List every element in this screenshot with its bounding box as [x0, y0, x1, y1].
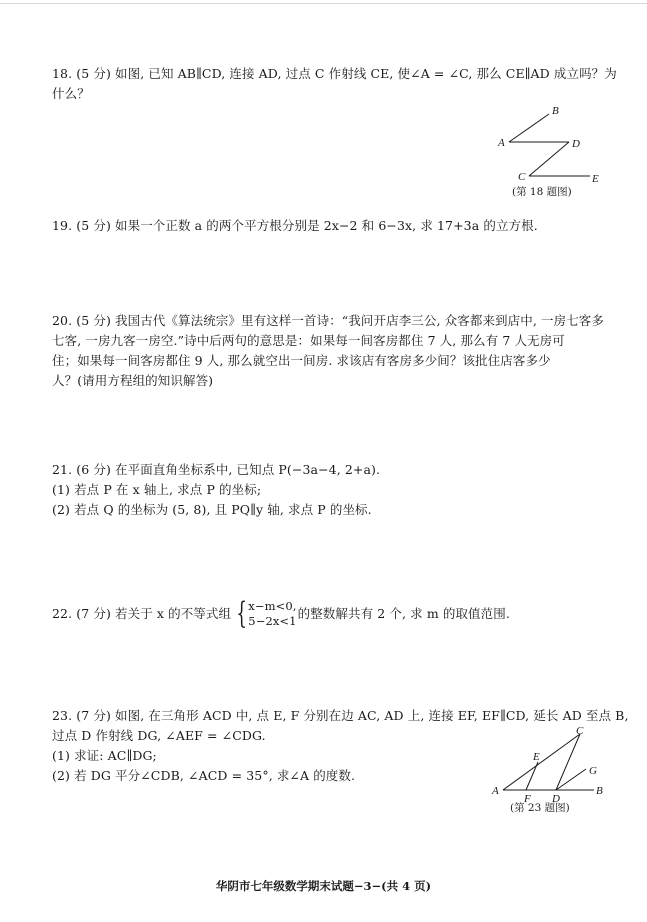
question-23-line-4: (2) 若 DG 平分∠CDB, ∠ACD = 35°, 求∠A 的度数.: [52, 768, 356, 783]
question-21-line-3: (2) 若点 Q 的坐标为 (5, 8), 且 PQ∥y 轴, 求点 P 的坐标.: [52, 502, 372, 517]
label-d: D: [572, 138, 580, 150]
question-18-line-2: 什么？: [52, 86, 90, 101]
figure-23: [488, 724, 618, 804]
label-a: A: [492, 785, 499, 797]
label-e: E: [533, 751, 540, 763]
brace-symbol: {: [236, 596, 247, 631]
label-b: B: [596, 785, 603, 797]
question-23-line-3: (1) 求证: AC∥DG;: [52, 748, 157, 763]
label-c: C: [518, 171, 526, 183]
question-23-line-2: 过点 D 作射线 DG, ∠AEF = ∠CDG.: [52, 728, 266, 743]
inequality-2: 5−2x<1: [248, 614, 297, 628]
segment-cd: [529, 142, 569, 176]
label-c: C: [576, 725, 584, 737]
label-b: B: [552, 105, 559, 117]
question-19: [52, 216, 612, 236]
page-footer: 华阴市七年级数学期末试题−3−(共 4 页): [215, 879, 432, 893]
question-21-line-2: (1) 若点 P 在 x 轴上, 求点 P 的坐标;: [52, 482, 262, 497]
figure-18: [490, 102, 610, 188]
question-22-prefix: 22. (7 分) 若关于 x 的不等式组: [52, 606, 232, 621]
question-22: [52, 597, 612, 631]
question-19-line-1: 19. (5 分) 如果一个正数 a 的两个平方根分别是 2x−2 和 6−3x, 求 17+3a 的立方根.: [52, 218, 538, 233]
figure-18-diagram: [490, 102, 610, 188]
question-20: [52, 311, 612, 391]
question-18: [52, 64, 617, 104]
figure-23-caption: (第 23 题图): [510, 802, 570, 814]
question-18-line-1: 18. (5 分) 如图, 已知 AB∥CD, 连接 AD, 过点 C 作射线 CE, 使∠A = ∠C, 那么 CE∥AD 成立吗？为: [52, 66, 617, 81]
label-d: D: [552, 793, 560, 805]
label-e: E: [592, 173, 599, 185]
question-23-line-1: 23. (7 分) 如图, 在三角形 ACD 中, 点 E, F 分别在边 AC, AD 上, 连接 EF, EF∥CD, 延长 AD 至点 B,: [52, 708, 629, 723]
question-21-line-1: 21. (6 分) 在平面直角坐标系中, 已知点 P(−3a−4, 2+a).: [52, 462, 381, 477]
label-g: G: [589, 765, 597, 777]
label-f: F: [524, 793, 531, 805]
segment-ab: [509, 114, 549, 142]
figure-18-caption: (第 18 题图): [512, 186, 572, 198]
question-20-line-3: 住；如果每一间客房都住 9 人, 那么就空出一间房. 求该店有客房多少间？该批住店客多少: [52, 353, 551, 368]
inequality-system: [232, 596, 297, 631]
question-20-line-2: 七客, 一房九客一房空.”诗中后两句的意思是：如果每一间客房都住 7 人, 那么有 7 人无房可: [52, 333, 565, 348]
label-a: A: [498, 137, 505, 149]
question-21: [52, 460, 612, 520]
segment-ef: [526, 762, 538, 790]
page-top-rule: [0, 3, 647, 4]
question-20-line-4: 人？(请用方程组的知识解答): [52, 373, 214, 388]
question-22-suffix: 的整数解共有 2 个, 求 m 的取值范围.: [297, 606, 510, 621]
figure-23-diagram: [488, 724, 618, 804]
inequality-1: x−m<0,: [248, 599, 297, 613]
question-20-line-1: 20. (5 分) 我国古代《算法统宗》里有这样一首诗：“我问开店李三公, 众客都来到店中, 一房七客多: [52, 313, 604, 328]
